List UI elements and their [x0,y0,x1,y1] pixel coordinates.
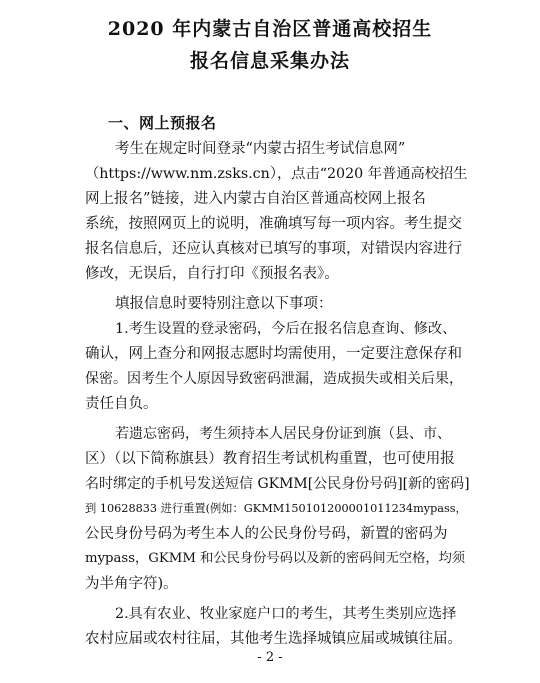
paragraph-line: 责任自负。 [85,396,158,412]
paragraph-line: 名时绑定的手机号发送短信 GKMM[公民身份号码][新的密码] [85,476,470,492]
paragraph-line: 填报信息时要特别注意以下事项： [115,296,333,312]
paragraph-line: 2.具有农业、牧业家庭户口的考生，其考生类别应选择 [115,606,457,622]
paragraph-line: 保密。因考生个人原因导致密码泄漏，造成损失或相关后果， [85,371,463,387]
paragraph-line: 确认，网上查分和网报志愿时均需使用，一定要注意保存和 [85,346,462,362]
paragraph-line: mypass，GKMM 和公民身份号码以及新的密码间无空格，均须 [85,551,466,566]
paragraph-line: 为半角字符)。 [85,576,178,592]
paragraph-line: 1.考生设置的登录密码，今后在报名信息查询、修改、 [115,321,457,337]
section-heading: 一、网上预报名 [108,114,217,132]
paragraph-line: 若遗忘密码，考生须持本人居民身份证到旗（县、市、 [115,426,451,442]
paragraph-line: （https://www.nm.zsks.cn），点击“2020 年普通高校招生 [85,166,468,182]
document-title-line-2: 报名信息采集办法 [189,50,350,72]
document-title-line-1: 2020 年内蒙古自治区普通高校招生 [107,18,433,40]
page-number: - 2 - [257,650,283,665]
paragraph-line: 区）（以下简称旗县）教育招生考试机构重置，也可使用报 [85,451,455,467]
paragraph-line: 网上报名”链接，进入内蒙古自治区普通高校网上报名 [85,191,426,207]
paragraph-line: 考生在规定时间登录“内蒙古招生考试信息网” [115,141,406,157]
paragraph-line: 农村应届或农村往届，其他考生选择城镇应届或城镇往届。 [85,631,462,647]
paragraph-line: 公民身份号码为考生本人的公民身份号码，新置的密码为 [85,526,448,542]
paragraph-line: 报名信息后，还应认真核对已填写的事项，对错误内容进行 [85,241,462,257]
paragraph-line: 修改，无误后，自行打印《预报名表》。 [85,266,339,282]
paragraph-line: 系统，按照网页上的说明，准确填写每一项内容。考生提交 [85,216,462,232]
paragraph-line: 到 10628833 进行重置(例如：GKMM150101200001011234mypass， [85,502,467,515]
